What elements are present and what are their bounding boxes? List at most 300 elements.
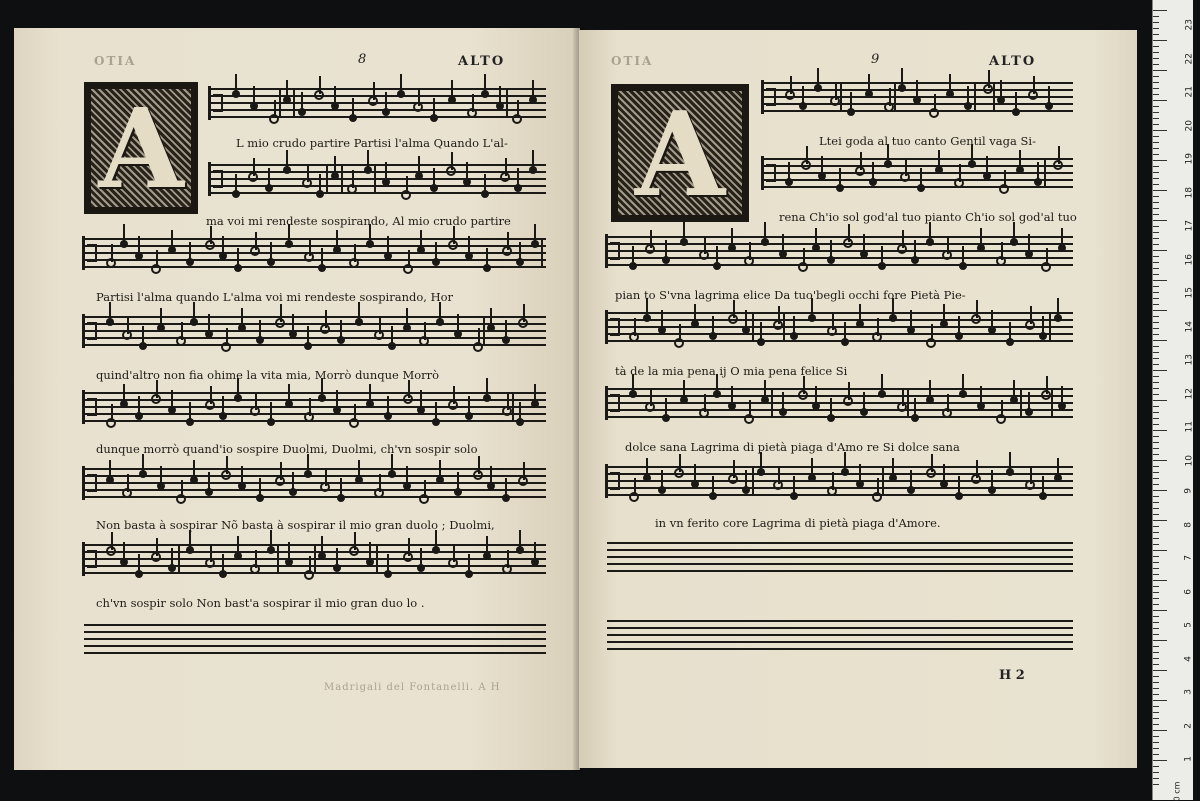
ruler-tick <box>1153 682 1159 683</box>
ruler-tick <box>1153 346 1159 347</box>
clef-symbol <box>82 466 99 500</box>
music-note <box>1028 90 1038 100</box>
ruler-tick <box>1153 364 1159 365</box>
music-note <box>382 178 390 186</box>
music-note <box>238 482 246 490</box>
ruler-tick <box>1153 562 1159 563</box>
music-note <box>889 314 897 322</box>
music-note <box>988 486 996 494</box>
music-note <box>502 246 512 256</box>
music-note <box>911 414 919 422</box>
music-note <box>742 326 750 334</box>
ruler-number: 8 <box>1184 521 1194 528</box>
right-voice-label: ALTO <box>989 54 1037 69</box>
ruler-tick <box>1153 256 1159 257</box>
music-staff <box>84 238 546 268</box>
right-lyric-line: pian to S'vna lagrima elice Da tuo'begli occhi fore Pietà Pie- <box>615 288 966 302</box>
right-lyric-line: in vn ferito core Lagrima di pietà piaga d'Amore. <box>655 516 941 530</box>
ruler-tick <box>1153 76 1159 77</box>
left-page-number: 8 <box>358 52 367 67</box>
music-note <box>955 492 963 500</box>
music-note <box>151 394 161 404</box>
ruler-tick <box>1153 670 1167 671</box>
ruler-tick <box>1153 676 1159 677</box>
music-note <box>827 326 837 336</box>
music-note <box>502 406 512 416</box>
music-note <box>205 330 213 338</box>
music-staff <box>210 88 546 118</box>
music-note <box>417 406 425 414</box>
music-note <box>983 172 991 180</box>
ruler-tick <box>1153 214 1159 215</box>
music-note <box>349 258 359 268</box>
music-note <box>761 238 769 246</box>
ruler-tick <box>1153 520 1167 521</box>
music-note <box>388 470 396 478</box>
music-note <box>349 546 359 556</box>
ruler-tick <box>1153 112 1159 113</box>
ruler-tick <box>1153 184 1159 185</box>
bar-line <box>512 392 514 422</box>
music-note <box>473 470 483 480</box>
bar-line <box>541 238 543 268</box>
music-note <box>232 190 240 198</box>
bar-line <box>882 466 884 496</box>
music-staff <box>607 312 1073 342</box>
music-note <box>1025 320 1035 330</box>
bar-line <box>1051 388 1053 418</box>
bar-line <box>376 544 378 574</box>
music-note <box>106 258 116 268</box>
music-note <box>502 494 510 502</box>
music-note <box>629 390 637 398</box>
music-note <box>267 418 275 426</box>
ruler-tick <box>1153 718 1159 719</box>
ruler-tick <box>1153 634 1159 635</box>
music-note <box>446 166 456 176</box>
music-note <box>988 326 996 334</box>
ruler-tick <box>1153 28 1159 29</box>
ruler-tick <box>1153 748 1159 749</box>
ruler-tick <box>1153 436 1159 437</box>
right-faint-header: OTIA <box>611 54 654 68</box>
ruler-tick <box>1153 160 1167 161</box>
ruler-tick <box>1153 694 1159 695</box>
music-note <box>946 90 954 98</box>
ruler-tick <box>1153 202 1159 203</box>
ruler-tick <box>1153 508 1159 509</box>
ruler-tick <box>1153 526 1159 527</box>
right-lyric-line: rena Ch'io sol god'al tuo pianto Ch'io sol god'al tuo <box>779 210 1077 224</box>
music-note <box>808 314 816 322</box>
music-staff <box>607 466 1073 496</box>
music-note <box>366 240 374 248</box>
ruler-tick <box>1153 148 1159 149</box>
music-note <box>232 90 240 98</box>
music-note <box>430 114 438 122</box>
ruler-tick <box>1153 100 1167 101</box>
bar-line <box>279 88 281 118</box>
music-note <box>798 390 808 400</box>
ruler-tick <box>1153 292 1159 293</box>
music-note <box>996 256 1006 266</box>
music-note <box>436 476 444 484</box>
music-note <box>368 96 378 106</box>
music-note <box>997 96 1005 104</box>
music-note <box>860 250 868 258</box>
music-note <box>190 476 198 484</box>
music-note <box>417 564 425 572</box>
left-faint-header: OTIA <box>94 54 137 68</box>
music-note <box>742 486 750 494</box>
ruler-number: 22 <box>1184 52 1194 64</box>
music-note <box>897 244 907 254</box>
music-note <box>917 184 925 192</box>
music-note <box>285 240 293 248</box>
music-note <box>713 262 721 270</box>
music-note <box>384 252 392 260</box>
music-note <box>645 402 655 412</box>
ruler-tick <box>1153 262 1159 263</box>
music-note <box>135 252 143 260</box>
music-note <box>878 390 886 398</box>
ruler-number: 18 <box>1184 186 1194 198</box>
music-note <box>283 166 291 174</box>
left-lyric-line: L mio crudo partire Partisi l'alma Quando L'al- <box>236 136 508 150</box>
bar-line <box>178 544 180 574</box>
music-note <box>448 240 458 250</box>
music-note <box>496 102 504 110</box>
clef-symbol <box>605 234 622 268</box>
music-note <box>285 400 293 408</box>
ruler-tick <box>1153 208 1159 209</box>
music-note <box>219 412 227 420</box>
music-note <box>790 492 798 500</box>
music-note <box>977 244 985 252</box>
left-page <box>14 28 580 770</box>
music-note <box>629 262 637 270</box>
music-note <box>913 96 921 104</box>
ruler-tick <box>1153 46 1159 47</box>
music-note <box>275 476 285 486</box>
music-note <box>289 330 297 338</box>
ruler-tick <box>1153 502 1159 503</box>
ruler-number: 11 <box>1184 421 1194 433</box>
ruler-tick <box>1153 700 1167 701</box>
music-note <box>106 476 114 484</box>
music-note <box>267 258 275 266</box>
bar-line <box>1020 388 1022 418</box>
ruler-tick <box>1153 574 1159 575</box>
music-note <box>250 246 260 256</box>
ruler-tick <box>1153 136 1159 137</box>
music-note <box>219 252 227 260</box>
music-note <box>699 250 709 260</box>
music-note <box>836 184 844 192</box>
music-staff <box>607 620 1073 650</box>
ruler-tick <box>1153 460 1167 461</box>
ruler-tick <box>1153 496 1159 497</box>
music-note <box>448 400 458 410</box>
music-note <box>106 418 116 428</box>
music-note <box>465 570 473 578</box>
music-note <box>219 570 227 578</box>
music-note <box>790 332 798 340</box>
music-staff <box>607 388 1073 418</box>
music-note <box>629 332 639 342</box>
ruler-tick <box>1153 556 1159 557</box>
right-lyric-line: dolce sana Lagrima di pietà piaga d'Amo re Si dolce sana <box>625 440 960 454</box>
music-note <box>120 240 128 248</box>
music-note <box>314 90 324 100</box>
music-note <box>465 252 473 260</box>
music-note <box>518 476 528 486</box>
music-note <box>1016 166 1024 174</box>
music-note <box>1054 314 1062 322</box>
ruler-tick <box>1153 190 1167 191</box>
music-note <box>256 494 264 502</box>
ruler-tick <box>1153 484 1159 485</box>
ruler-tick <box>1153 418 1159 419</box>
music-note <box>1006 338 1014 346</box>
ruler-tick <box>1153 250 1167 251</box>
music-note <box>728 474 738 484</box>
music-note <box>448 558 458 568</box>
music-note <box>349 114 357 122</box>
ruler-tick <box>1153 244 1159 245</box>
music-note <box>996 414 1006 424</box>
music-note <box>761 396 769 404</box>
music-staff <box>607 542 1073 572</box>
music-note <box>643 474 651 482</box>
music-note <box>779 250 787 258</box>
music-note <box>855 166 865 176</box>
music-note <box>186 258 194 266</box>
music-note <box>907 326 915 334</box>
music-note <box>157 324 165 332</box>
music-note <box>531 558 539 566</box>
music-note <box>629 492 639 502</box>
ruler-number: 3 <box>1184 689 1194 695</box>
music-staff <box>84 624 546 654</box>
music-note <box>1054 474 1062 482</box>
music-note <box>436 318 444 326</box>
music-note <box>728 314 738 324</box>
music-note <box>487 482 495 490</box>
music-note <box>674 468 684 478</box>
ruler-tick <box>1153 370 1167 371</box>
ruler-tick <box>1153 604 1159 605</box>
ruler-tick <box>1153 388 1159 389</box>
music-note <box>316 190 324 198</box>
music-note <box>403 264 413 274</box>
music-note <box>331 172 339 180</box>
music-note <box>940 480 948 488</box>
music-note <box>959 262 967 270</box>
music-note <box>190 318 198 326</box>
music-note <box>176 336 186 346</box>
music-note <box>318 552 326 560</box>
music-note <box>964 102 972 110</box>
music-note <box>911 256 919 264</box>
ruler-tick <box>1153 118 1159 119</box>
music-note <box>773 480 783 490</box>
music-note <box>234 394 242 402</box>
music-note <box>1058 402 1066 410</box>
music-note <box>643 314 651 322</box>
music-note <box>658 326 666 334</box>
ruler-tick <box>1153 196 1159 197</box>
music-note <box>1025 250 1033 258</box>
music-note <box>473 342 483 352</box>
music-note <box>674 338 684 348</box>
clef-symbol <box>82 236 99 270</box>
music-note <box>529 166 537 174</box>
music-note <box>250 406 260 416</box>
music-note <box>897 402 907 412</box>
music-note <box>234 552 242 560</box>
clef-symbol <box>208 162 225 196</box>
music-note <box>799 102 807 110</box>
music-note <box>298 108 306 116</box>
music-note <box>1058 244 1066 252</box>
ruler-tick <box>1153 304 1159 305</box>
music-note <box>801 160 811 170</box>
music-note <box>1034 178 1042 186</box>
music-note <box>331 102 339 110</box>
bar-line <box>752 312 754 342</box>
ruler-tick <box>1153 730 1167 731</box>
ruler-tick <box>1153 322 1159 323</box>
bar-line <box>483 316 485 346</box>
ruler-tick <box>1153 598 1159 599</box>
ruler-tick <box>1153 232 1159 233</box>
music-note <box>662 256 670 264</box>
music-staff <box>84 316 546 346</box>
music-note <box>518 318 528 328</box>
music-note <box>645 244 655 254</box>
music-note <box>168 246 176 254</box>
music-note <box>955 332 963 340</box>
music-note <box>843 396 853 406</box>
music-note <box>364 166 372 174</box>
ruler-tick <box>1153 646 1159 647</box>
music-note <box>516 418 524 426</box>
left-voice-label: ALTO <box>458 54 506 69</box>
bar-line <box>341 164 343 194</box>
ruler-tick <box>1153 448 1159 449</box>
left-lyric-line: ma voi mi rendeste sospirando, Al mio crudo partire <box>206 214 511 228</box>
ruler-tick <box>1153 34 1159 35</box>
music-note <box>401 190 411 200</box>
ruler-tick <box>1153 592 1159 593</box>
music-note <box>1006 468 1014 476</box>
music-note <box>977 402 985 410</box>
music-note <box>168 564 176 572</box>
music-note <box>481 190 489 198</box>
ruler-tick <box>1153 532 1159 533</box>
ruler-number: 4 <box>1184 655 1194 662</box>
ruler-tick <box>1153 52 1159 53</box>
ruler-tick <box>1153 220 1167 221</box>
right-initial-letter: A <box>634 87 725 222</box>
music-note <box>744 256 754 266</box>
ruler-tick <box>1153 172 1159 173</box>
music-note <box>954 178 964 188</box>
ruler-tick <box>1153 22 1159 23</box>
ruler-number: 19 <box>1184 153 1194 165</box>
bar-line <box>326 164 328 194</box>
ruler-number: 6 <box>1184 588 1194 595</box>
bar-line <box>840 82 842 112</box>
music-note <box>709 332 717 340</box>
bar-line <box>1049 312 1051 342</box>
music-note <box>869 178 877 186</box>
ruler-number: 21 <box>1184 86 1194 98</box>
ruler-tick <box>1153 550 1167 551</box>
music-note <box>773 320 783 330</box>
music-note <box>856 480 864 488</box>
music-note <box>841 468 849 476</box>
ruler-tick <box>1153 754 1159 755</box>
ruler-number: 12 <box>1184 387 1194 399</box>
music-note <box>884 102 894 112</box>
music-note <box>186 418 194 426</box>
bar-line <box>752 466 754 496</box>
music-note <box>658 486 666 494</box>
music-note <box>959 390 967 398</box>
ruler-tick <box>1153 334 1159 335</box>
left-decorated-initial <box>84 82 198 214</box>
music-note <box>872 332 882 342</box>
music-note <box>285 558 293 566</box>
ruler-tick <box>1153 58 1159 59</box>
music-note <box>275 318 285 328</box>
clef-symbol <box>605 386 622 420</box>
music-note <box>448 96 456 104</box>
music-note <box>502 564 512 574</box>
bar-line <box>277 544 279 574</box>
music-note <box>250 564 260 574</box>
left-lyric-line: Non basta à sospirar Nõ basta à sospirar il mio gran duolo ; Duolmi, <box>96 518 495 532</box>
music-note <box>935 166 943 174</box>
music-note <box>413 102 423 112</box>
music-note <box>135 412 143 420</box>
music-note <box>355 318 363 326</box>
ruler-tick <box>1153 130 1167 131</box>
left-lyric-line: dunque morrò quand'io sospire Duolmi, Duolmi, ch'vn sospir solo <box>96 442 478 456</box>
music-note <box>785 178 793 186</box>
music-note <box>942 408 952 418</box>
music-note <box>151 264 161 274</box>
ruler-number: 15 <box>1184 287 1194 299</box>
music-staff <box>763 82 1073 112</box>
music-note <box>205 558 215 568</box>
music-note <box>417 246 425 254</box>
music-staff <box>84 392 546 422</box>
music-note <box>238 324 246 332</box>
right-decorated-initial <box>611 84 749 222</box>
ruler-tick <box>1153 382 1159 383</box>
music-note <box>531 400 539 408</box>
ruler-number: 23 <box>1184 19 1194 31</box>
music-note <box>856 320 864 328</box>
music-note <box>384 570 392 578</box>
music-note <box>898 84 906 92</box>
ruler-number: 1 <box>1184 756 1194 762</box>
clef-symbol <box>82 390 99 424</box>
music-note <box>333 246 341 254</box>
